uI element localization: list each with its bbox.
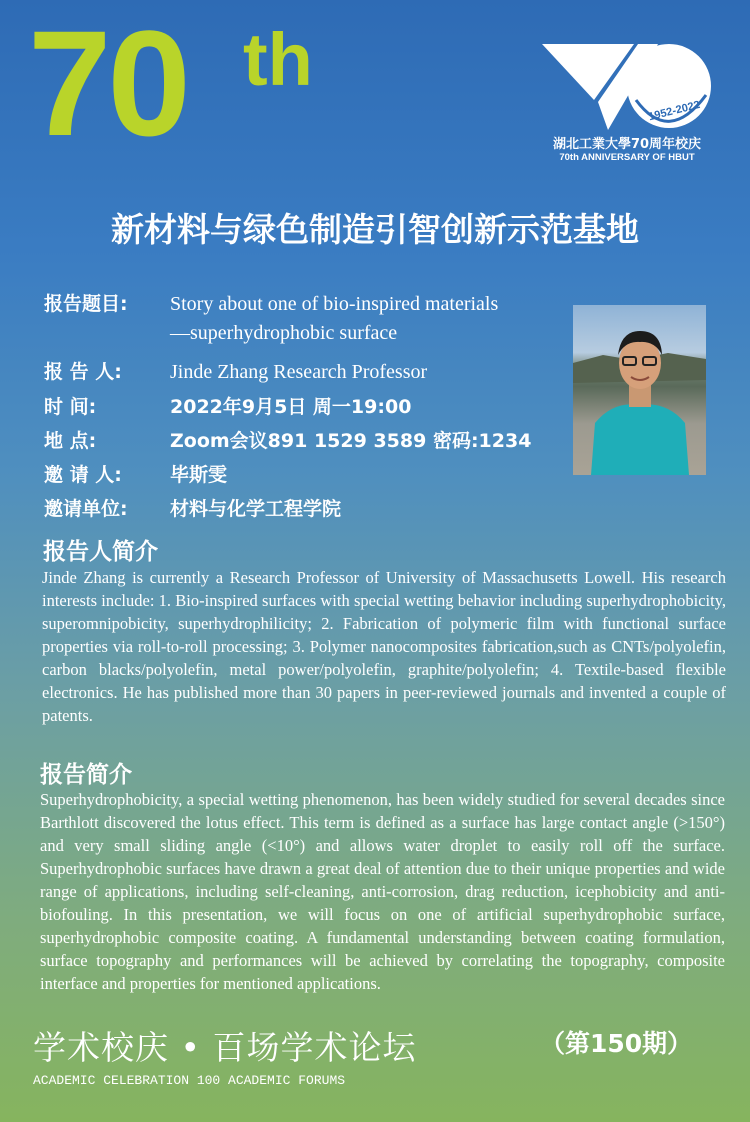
place-label: 地 点: [44, 430, 97, 452]
unit-value: 材料与化学工程学院 [170, 498, 342, 520]
abstract-text: Superhydrophobicity, a special wetting phenomenon, has been widely studied for several decades since Barthlott discovered the lotus effect. This term is defined as a surface has large contact angle (>150°) and very small sliding angle (<10°) and allows water droplet to easily roll off the surface. Superhydrophobic surfaces have drawn a great deal of attention due to their unique properties and wide range of applications, including self-cleaning, anti-corrosion, drag reduction, icephobicity and anti-biofouling. In this presentation, we will focus on one of artificial superhydrophobic surface, superhydrophobic composite coating. A fundamental understanding between coating formulation, surface topography and performances will be achieved by correlating the topography, composite interface and properties for mentioned applications. [40, 790, 725, 993]
topic-value: Story about one of bio-inspired materials [170, 293, 499, 315]
time-label: 时 间: [44, 396, 97, 418]
topic-label: 报告题目: [44, 293, 128, 315]
time-row [44, 392, 411, 419]
speaker-label: 报 告 人: [44, 361, 122, 383]
topic-subtitle: —superhydrophobic surface [170, 322, 398, 344]
logo-cn-text: 湖北工業大學70周年校庆 [552, 137, 702, 152]
footer-issue: （第150期） [540, 1029, 693, 1058]
speaker-photo [573, 305, 706, 475]
inviter-value: 毕斯雯 [170, 464, 228, 486]
anniversary-number: 70 [28, 0, 187, 167]
logo-en-text: 70th ANNIVERSARY OF HBUT [559, 152, 695, 163]
speaker-row [44, 357, 427, 384]
speaker-value: Jinde Zhang Research Professor [170, 361, 428, 383]
place-row [44, 426, 531, 453]
time-value: 2022年9月5日 周一19:00 [170, 396, 412, 418]
inviter-row [44, 460, 227, 487]
bio-heading: 报告人简介 [43, 539, 158, 565]
bio-text: Jinde Zhang is currently a Research Professor of University of Massachusetts Lowell. His research interests include: 1. Bio-inspired surfaces with special wetting behavior including superhydrophobicity, superomnipobicity, superhydrophilicity; 2. Fabrication of polymeric film with functional surface properties via roll-to-roll processing; 3. Polymer nanocomposites fabrication,such as CNTs/polyolefin, carbon blacks/polyolefin, metal power/polyolefin, graphite/polyolefin; 4. Textile-based flexible electronics. He has published more than 30 papers in peer-reviewed journals and invented a couple of patents. [42, 568, 726, 725]
unit-row [44, 494, 341, 521]
photo-shirt [591, 404, 689, 475]
anniversary-suffix: th [243, 18, 313, 101]
place-value: Zoom会议891 1529 3589 密码:1234 [170, 430, 532, 452]
page-title: 新材料与绿色制造引智创新示范基地 [111, 210, 639, 249]
footer-slogan: 学术校庆 • 百场学术论坛 [33, 1028, 417, 1067]
abstract-heading: 报告简介 [40, 762, 132, 788]
unit-label: 邀请单位: [44, 498, 128, 520]
topic-row [44, 289, 498, 316]
footer-slogan-en: ACADEMIC CELEBRATION 100 ACADEMIC FORUMS [33, 1073, 346, 1088]
speaker-photo-icon [573, 305, 706, 475]
inviter-label: 邀 请 人: [44, 464, 122, 486]
logo-years: 1952-2022 [647, 98, 702, 124]
